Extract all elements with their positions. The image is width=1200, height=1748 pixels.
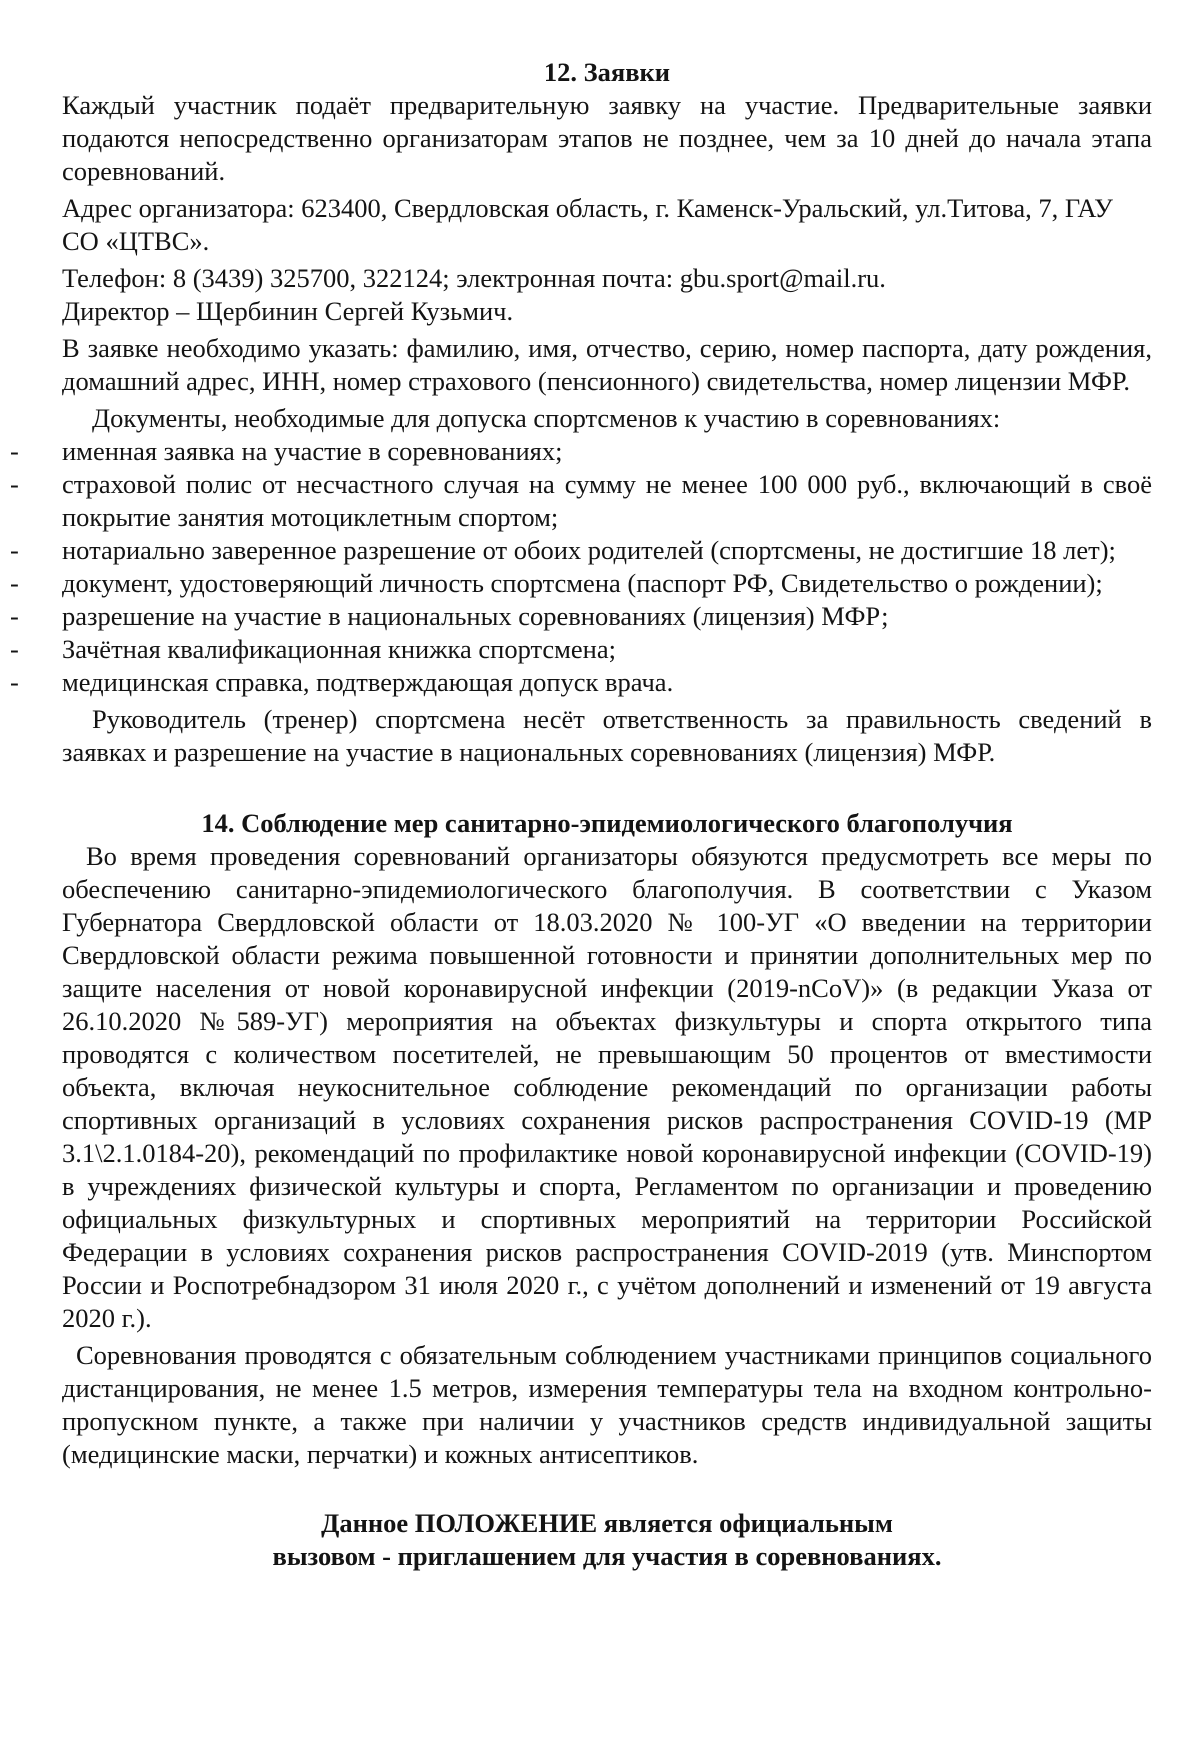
responsibility-paragraph: Руководитель (тренер) спортсмена несёт ответственность за правильность сведений в заявках и разрешение на участие в национальных соревнованиях (лицензия) МФР. [62,704,1152,767]
closing-line-1: Данное ПОЛОЖЕНИЕ является официальным [321,1508,893,1538]
organizer-director: Директор – Щербинин Сергей Кузьмич. [62,296,514,326]
list-item: - страховой полис от несчастного случая на сумму не менее 100 000 руб., включающий в своё покрытие занятия мотоциклетным спортом; [62,468,1152,534]
list-item: - документ, удостоверяющий личность спортсмена (паспорт РФ, Свидетельство о рождении); [62,567,1152,600]
list-item: - Зачётная квалификационная книжка спортсмена; [62,633,1152,666]
closing-line-2: вызовом - приглашением для участия в соревнованиях. [272,1541,942,1571]
list-item: - нотариально заверенное разрешение от обоих родителей (спортсмены, не достигшие 18 лет); [62,534,1152,567]
distancing-paragraph: Соревнования проводятся с обязательным соблюдением участниками принципов социального дистанцирования, не менее 1.5 метров, измерения температуры тела на входном контрольно-пропускном пункте, а также при наличии у участников средств индивидуальной защиты (медицинские маски, перчатки) и кожных антисептиков. [62,1340,1152,1469]
organizer-address: Адрес организатора: 623400, Свердловская область, г. Каменск-Уральский, ул.Титова, 7, ГАУ СО «ЦТВС». [62,193,1113,256]
applications-paragraph: Каждый участник подаёт предварительную заявку на участие. Предварительные заявки подаются непосредственно организаторам этапов не позднее, чем за 10 дней до начала этапа соревнований. [62,90,1152,186]
list-item: - медицинская справка, подтверждающая допуск врача. [62,666,1152,699]
sanitary-paragraph: Во время проведения соревнований организаторы обязуются предусмотреть все меры по обеспечению санитарно-эпидемиологического благополучия. В соответствии с Указом Губернатора Свердловской области от 18.03.2020 № 100-УГ «О введении на территории Свердловской области режима повышенной готовности и принятии дополнительных мер по защите населения от новой коронавирусной инфекции (2019-nCoV)» (в редакции Указа от 26.10.2020 №589-УГ) мероприятия на объектах физкультуры и спорта открытого типа проводятся с количеством посетителей, не превышающим 50 процентов от вместимости объекта, включая неукоснительное соблюдение рекомендаций по организации работы спортивных организаций в условиях сохранения рисков распространения COVID-19 (МР 3.1\2.1.0184-20), рекомендаций по профилактике новой коронавирусной инфекции (COVID-19) в учреждениях физической культуры и спорта, Регламентом по организации и проведению официальных физкультурных и спортивных мероприятий на территории Российской Федерации в условиях сохранения рисков распространения COVID-2019 (утв. Минспортом России и Роспотребнадзором 31 июля 2020 г., с учётом дополнений и изменений от 19 августа 2020 г.). [62,841,1152,1333]
required-fields-paragraph: В заявке необходимо указать: фамилию, имя, отчество, серию, номер паспорта, дату рождения, домашний адрес, ИНН, номер страхового (пенсионного) свидетельства, номер лицензии МФР. [62,333,1152,396]
closing-statement [62,1507,1152,1573]
section-14-title: 14. Соблюдение мер санитарно-эпидемиологического благополучия [201,808,1013,838]
documents-intro: Документы, необходимые для допуска спортсменов к участию в соревнованиях: [92,403,1001,433]
section-sanitary [62,807,1152,1471]
list-item: - именная заявка на участие в соревнованиях; [62,435,1152,468]
organizer-contacts: Телефон: 8 (3439) 325700, 322124; электронная почта: gbu.sport@mail.ru. [62,263,886,293]
section-12-title: 12. Заявки [543,57,671,87]
list-item: - разрешение на участие в национальных соревнованиях (лицензия) МФР; [62,600,1152,633]
section-applications [62,56,1152,769]
documents-list [62,435,1152,699]
